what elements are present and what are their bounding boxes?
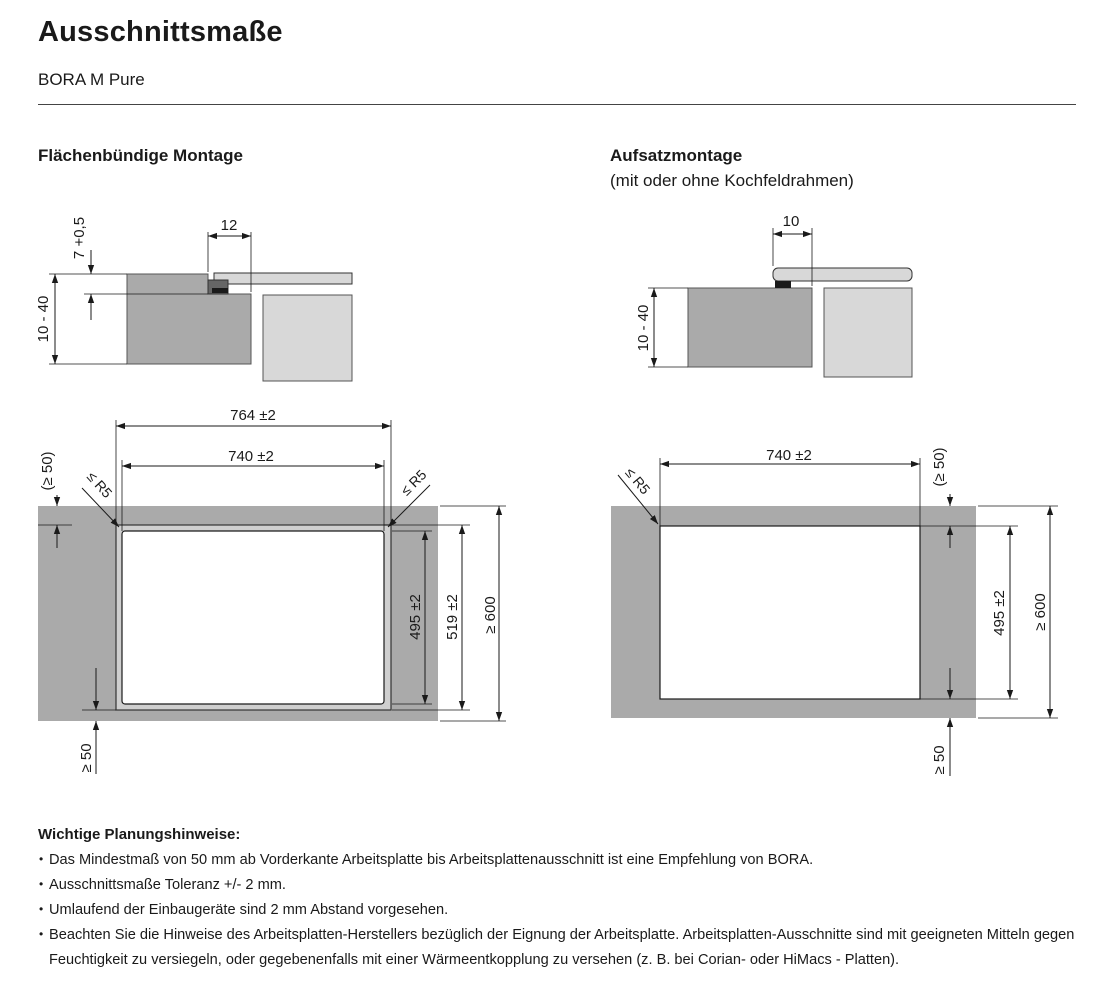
radius-right-plan-label: ≤ R5 [622, 464, 654, 498]
product-name: BORA M Pure [38, 70, 145, 89]
note-item: • Beachten Sie die Hinweise des Arbeitsplatten-Herstellers bezüglich der Eignung der Arbeitsplatte. Arbeitsplatten-Ausschnitte sind mit geeigneten Mitteln gegen Feuchtigkeit zu versiegeln, oder gegebenenfalls mit einer Wärmeentkopplung zu versehen (z. B. bei Corian- oder HiMacs - Platten). [38, 923, 1078, 973]
radius-right-label: ≤ R5 [397, 466, 430, 499]
dim-left-worktop-depth: ≥ 600 [482, 596, 499, 634]
note-item: • Das Mindestmaß von 50 mm ab Vorderkante Arbeitsplatte bis Arbeitsplattenausschnitt ist eine Empfehlung von BORA. [38, 848, 1078, 873]
right-cutout [660, 526, 920, 699]
right-section-title: Aufsatzmontage [610, 146, 743, 165]
dim-inner-width: 740 ±2 [228, 448, 274, 465]
dim-left-thickness: 10 - 40 [35, 295, 52, 343]
right-appliance-body [824, 288, 912, 377]
dim-left-back-gap: (≥ 50) [39, 451, 56, 491]
planning-notes [38, 822, 1078, 973]
dim-left-front-gap: ≥ 50 [78, 743, 95, 773]
right-glass-plate [773, 268, 912, 281]
left-section-view [35, 217, 352, 381]
right-section-subtitle: (mit oder ohne Kochfeldrahmen) [610, 171, 854, 190]
left-appliance-body [263, 295, 352, 381]
left-inner-cutout [122, 531, 384, 704]
right-seal [775, 281, 791, 288]
dim-outer-width: 764 ±2 [230, 407, 276, 424]
note-item: • Ausschnittsmaße Toleranz +/- 2 mm. [38, 873, 1078, 898]
dim-right-width: 740 ±2 [766, 447, 812, 464]
notes-list [38, 848, 1078, 973]
dim-inner-depth: 495 ±2 [407, 594, 424, 640]
dim-step-depth: 7 +0,5 [71, 216, 88, 260]
dim-right-back-gap: (≥ 50) [931, 447, 948, 487]
notes-title: Wichtige Planungshinweise: [38, 826, 241, 843]
radius-left-label: ≤ R5 [83, 468, 116, 501]
note-item: • Umlaufend der Einbaugeräte sind 2 mm Abstand vorgesehen. [38, 898, 1078, 923]
dim-overhang: 10 [782, 213, 800, 230]
dim-outer-depth: 519 ±2 [444, 594, 461, 640]
left-plan-view [38, 407, 506, 774]
left-glass-plate [214, 273, 352, 284]
right-plan-view [611, 447, 1058, 776]
dim-step-width: 12 [220, 217, 238, 234]
left-worktop-section [127, 274, 251, 364]
dim-right-worktop-depth: ≥ 600 [1032, 593, 1049, 631]
right-section-view [635, 213, 912, 377]
dim-right-depth: 495 ±2 [991, 590, 1008, 636]
dim-right-thickness: 10 - 40 [635, 304, 652, 352]
left-section-title: Flächenbündige Montage [38, 146, 243, 165]
dim-right-front-gap: ≥ 50 [931, 745, 948, 775]
right-worktop-section [688, 288, 812, 367]
page-title: Ausschnittsmaße [38, 16, 283, 48]
